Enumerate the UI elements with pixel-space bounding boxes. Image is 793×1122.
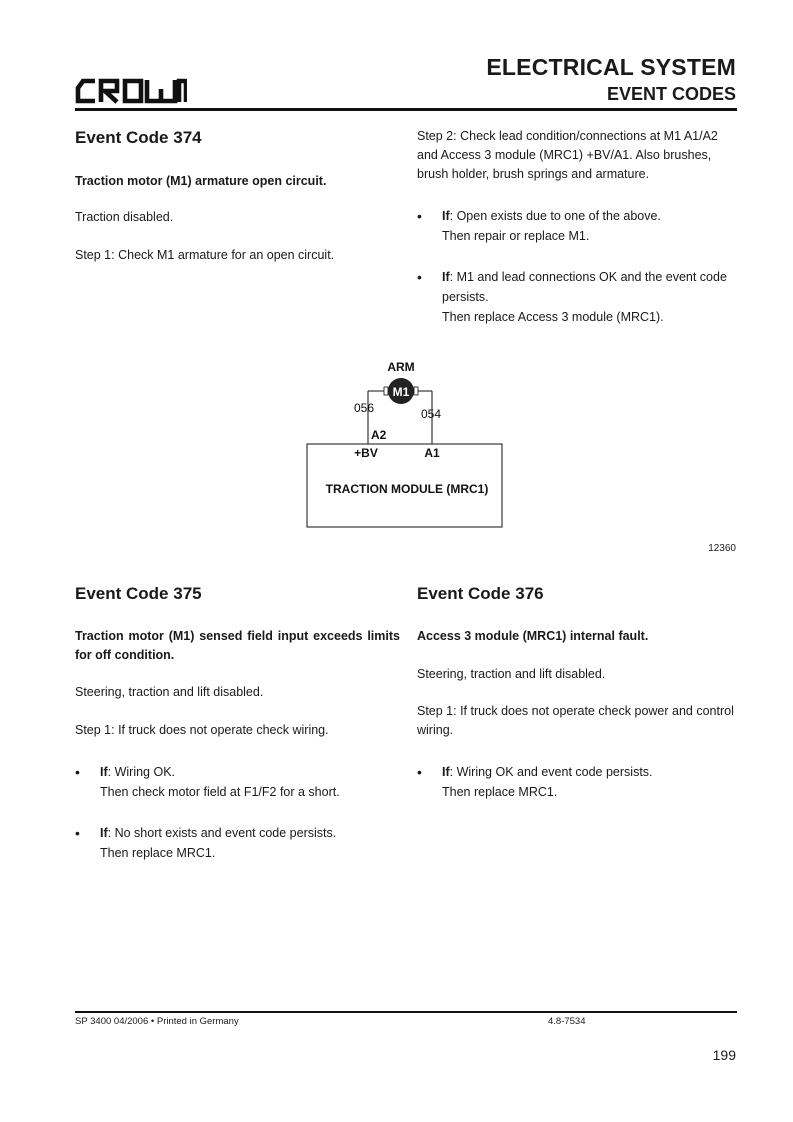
- arm-label: ARM: [387, 360, 415, 374]
- motor-brush-right: [414, 387, 418, 395]
- crown-logo: [75, 77, 187, 105]
- footer-publication-info: SP 3400 04/2006 • Printed in Germany: [75, 1016, 239, 1027]
- traction-motor-wiring-diagram: [300, 355, 510, 535]
- bv-terminal-label: +BV: [354, 446, 378, 460]
- a1-terminal-label: A1: [424, 446, 440, 460]
- page-number: 199: [712, 1047, 736, 1063]
- wire-056-label: 056: [354, 401, 375, 415]
- header-divider: [75, 108, 737, 111]
- event-code-374-title: Event Code 374: [75, 128, 202, 147]
- event-code-375-step1: Step 1: If truck does not operate check wiring.: [75, 723, 329, 737]
- event-code-376-title: Event Code 376: [417, 584, 544, 603]
- event-code-376-description: Access 3 module (MRC1) internal fault.: [417, 629, 649, 643]
- event-code-375-effect: Steering, traction and lift disabled.: [75, 685, 264, 699]
- footer-document-code: 4.8-7534: [548, 1016, 586, 1027]
- bullet-dot: •: [75, 764, 80, 780]
- event-code-375-bullet-2: • If: No short exists and event code persists. Then replace MRC1.: [75, 825, 337, 860]
- event-code-374-step2: Step 2: Check lead condition/connections at M1 A1/A2 and Access 3 module (MRC1) +BV/A1. Also brushes, brush holder, brush springs and armature.: [417, 129, 718, 181]
- page-title: ELECTRICAL SYSTEM: [486, 54, 736, 80]
- traction-module-label: TRACTION MODULE (MRC1): [325, 482, 489, 496]
- event-code-376-bullet-1: • If: Wiring OK and event code persists. Then replace MRC1.: [417, 764, 653, 799]
- event-code-375-bullet-1: • If: Wiring OK. Then check motor field at F1/F2 for a short.: [75, 764, 340, 799]
- motor-brush-left: [384, 387, 388, 395]
- figure-number: 12360: [708, 543, 736, 554]
- bullet-dot: •: [75, 825, 80, 841]
- event-code-374-description: Traction motor (M1) armature open circuit.: [75, 174, 327, 188]
- event-code-375-description: Traction motor (M1) sensed field input exceeds limits for off condition.: [75, 629, 400, 662]
- bullet-dot: •: [417, 764, 422, 780]
- wire-054-label: 054: [421, 407, 442, 421]
- event-code-375-title: Event Code 375: [75, 584, 202, 603]
- event-code-374-effect: Traction disabled.: [75, 210, 174, 224]
- bullet-dot: •: [417, 208, 422, 224]
- event-code-374-bullet-2: • If: M1 and lead connections OK and the event code persists. Then replace Access 3 module (MRC1).: [417, 269, 727, 324]
- a2-label: A2: [371, 428, 387, 442]
- event-code-374-bullet-1: • If: Open exists due to one of the above. Then repair or replace M1.: [417, 208, 661, 243]
- footer-divider: [75, 1011, 737, 1013]
- event-code-376-step1: Step 1: If truck does not operate check power and control wiring.: [417, 704, 734, 737]
- motor-m1-label: M1: [392, 385, 410, 399]
- event-code-374-step1: Step 1: Check M1 armature for an open circuit.: [75, 248, 335, 262]
- event-code-376-effect: Steering, traction and lift disabled.: [417, 667, 606, 681]
- page-subtitle: EVENT CODES: [606, 84, 736, 104]
- bullet-dot: •: [417, 269, 422, 285]
